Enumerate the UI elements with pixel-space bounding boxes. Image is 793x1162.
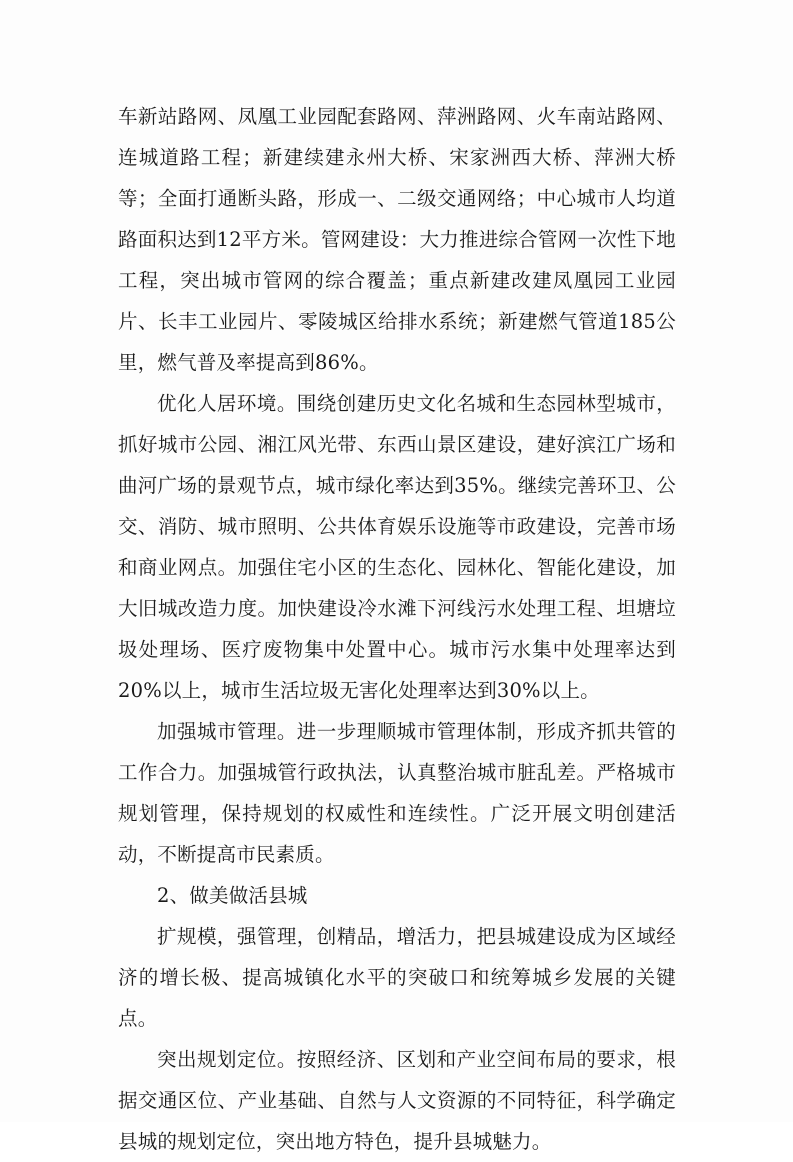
paragraph-heading-2: 2、做美做活县城 [157,884,308,907]
paragraph-5: 扩规模，强管理，创精品，增活力，把县城建设成为区域经济的增长极、提高城镇化水平的突破口和统筹城乡发展的关键点。 [118,925,676,1030]
page-body [118,96,676,1162]
paragraph-1: 车新站路网、凤凰工业园配套路网、萍洲路网、火车南站路网、连城道路工程；新建续建永州大桥、宋家洲西大桥、萍洲大桥等；全面打通断头路，形成一、二级交通网络；中心城市人均道路面积达到12平方米。管网建设：大力推进综合管网一次性下地工程，突出城市管网的综合覆盖；重点新建改建凤凰园工业园片、长丰工业园片、零陵城区给排水系统；新建燃气管道185公里，燃气普及率提高到86%。 [118,105,676,374]
paragraph-6: 突出规划定位。按照经济、区划和产业空间布局的要求，根据交通区位、产业基础、自然与人文资源的不同特征，科学确定县城的规划定位，突出地方特色，提升县城魅力。 [118,1048,676,1153]
paragraph-3: 加强城市管理。进一步理顺城市管理体制，形成齐抓共管的工作合力。加强城管行政执法，认真整治城市脏乱差。严格城市规划管理，保持规划的权威性和连续性。广泛开展文明创建活动，不断提高市民素质。 [118,720,676,866]
paragraph-2: 优化人居环境。围绕创建历史文化名城和生态园林型城市，抓好城市公园、湘江风光带、东西山景区建设，建好滨江广场和曲河广场的景观节点，城市绿化率达到35%。继续完善环卫、公交、消防、城市照明、公共体育娱乐设施等市政建设，完善市场和商业网点。加强住宅小区的生态化、园林化、智能化建设，加大旧城改造力度。加快建设冷水滩下河线污水处理工程、坦塘垃圾处理场、医疗废物集中处置中心。城市污水集中处理率达到20%以上，城市生活垃圾无害化处理率达到30%以上。 [118,392,676,702]
